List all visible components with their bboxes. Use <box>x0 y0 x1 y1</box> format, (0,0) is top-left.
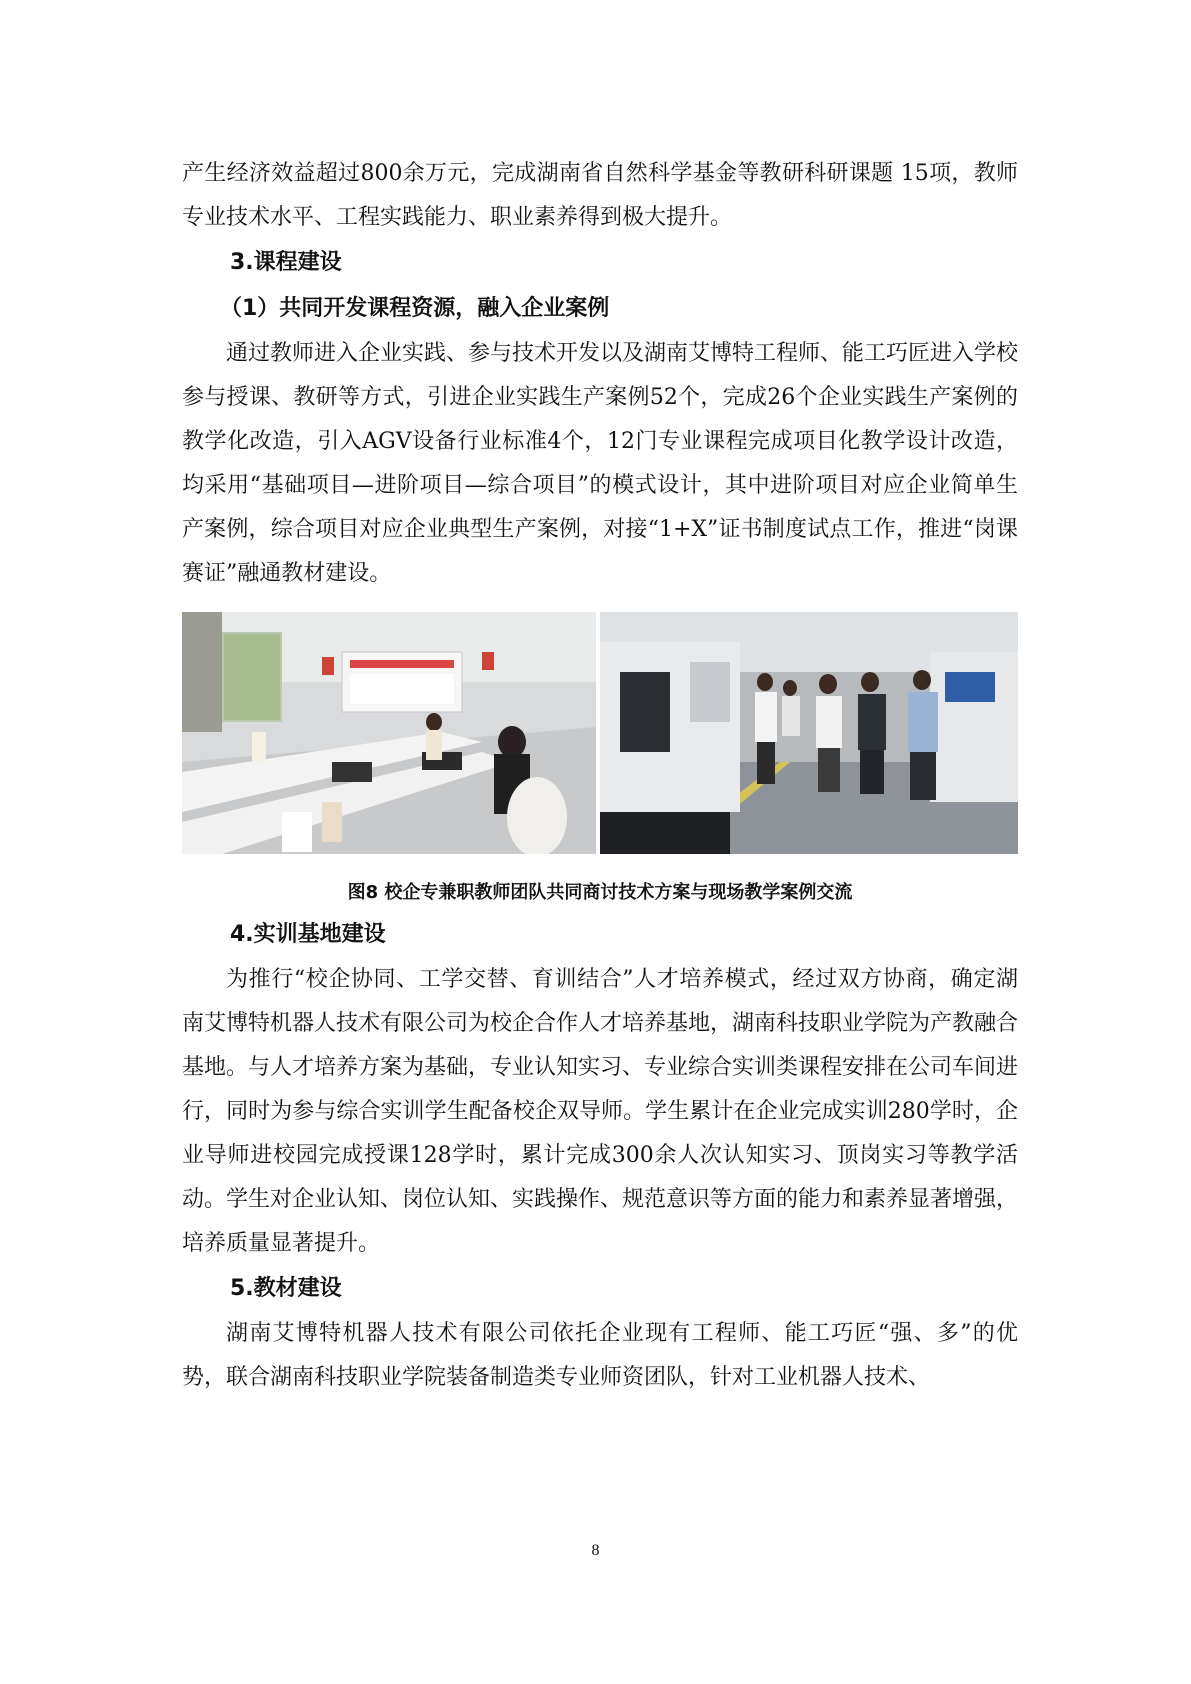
section-heading-training-base: 4.实训基地建设 <box>230 922 386 947</box>
figure-caption: 图8 校企专兼职教师团队共同商讨技术方案与现场教学案例交流 <box>347 882 853 903</box>
page-content <box>182 152 1018 1400</box>
page-number: 8 <box>591 1542 600 1559</box>
section-heading-course: 3.课程建设 <box>230 250 342 275</box>
workshop-photo <box>600 612 1018 854</box>
meeting-room-photo <box>182 612 596 854</box>
section-heading-textbook: 5.教材建设 <box>230 1276 342 1301</box>
paragraph-continuation: 产生经济效益超过800余万元，完成湖南省自然科学基金等教研科研课题 15项，教师专业技术水平、工程实践能力、职业素养得到极大提升。 <box>182 161 1018 230</box>
paragraph-textbook: 湖南艾博特机器人技术有限公司依托企业现有工程师、能工巧匠“强、多”的优势，联合湖南科技职业学院装备制造类专业师资团队，针对工业机器人技术、 <box>182 1321 1018 1390</box>
paragraph-course-development: 通过教师进入企业实践、参与技术开发以及湖南艾博特工程师、能工巧匠进入学校参与授课、教研等方式，引进企业实践生产案例52个，完成26个企业实践生产案例的教学化改造，引入AGV设备行业标准4个，12门专业课程完成项目化教学设计改造，均采用“基础项目—进阶项目—综合项目”的模式设计，其中进阶项目对应企业简单生产案例，综合项目对应企业典型生产案例，对接“1+X”证书制度试点工作，推进“岗课赛证”融通教材建设。 <box>182 341 1019 586</box>
paragraph-training-base: 为推行“校企协同、工学交替、育训结合”人才培养模式，经过双方协商，确定湖南艾博特机器人技术有限公司为校企合作人才培养基地，湖南科技职业学院为产教融合基地。与人才培养方案为基础，专业认知实习、专业综合实训类课程安排在公司车间进行，同时为参与综合实训学生配备校企双导师。学生累计在企业完成实训280学时，企业导师进校园完成授课128学时，累计完成300余人次认知实习、顶岗实习等教学活动。学生对企业认知、岗位认知、实践操作、规范意识等方面的能力和素养显著增强，培养质量显著提升。 <box>182 967 1019 1256</box>
subsection-heading-resources: （1）共同开发课程资源，融入企业案例 <box>220 296 610 321</box>
figure-8 <box>182 612 1018 854</box>
